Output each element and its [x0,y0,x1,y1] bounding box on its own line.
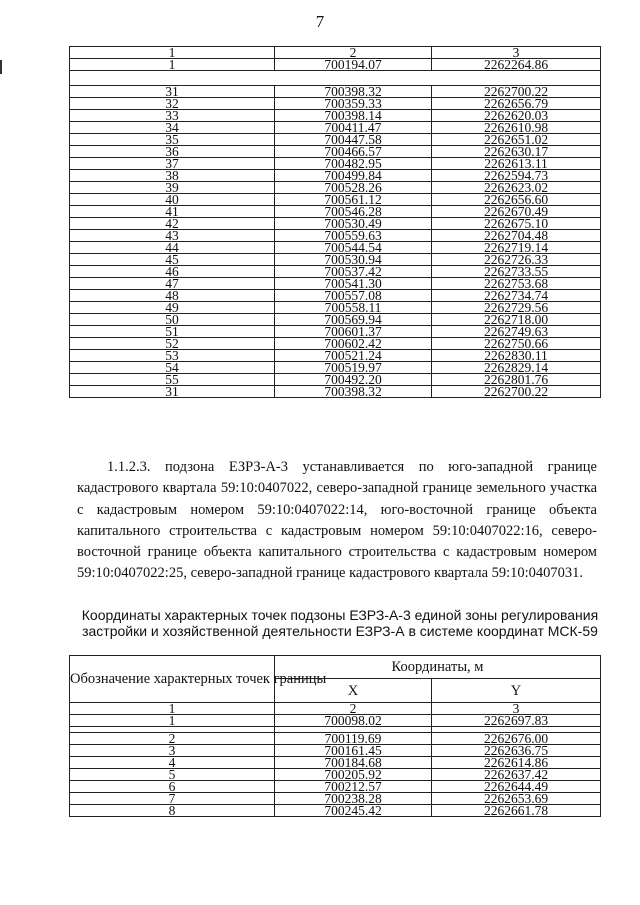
table-cell: 700447.58 [275,134,432,146]
caption-line-2: застройки и хозяйственной деятельности ЕЗРЗ-А в системе координат МСК-59 [82,623,598,639]
table-cell: 700499.84 [275,170,432,182]
table-cell: 37 [70,158,275,170]
table-row [70,715,601,727]
table-cell: 2262801.76 [432,374,601,386]
table-cell: 2262718.00 [432,314,601,326]
x-header: X [275,679,432,703]
table-cell: 2262729.56 [432,302,601,314]
table-cell: 700541.30 [275,278,432,290]
table-cell: 2 [70,733,275,745]
table-cell: 8 [70,805,275,817]
table-cell: 2262636.75 [432,745,601,757]
table-cell: 50 [70,314,275,326]
table-cell: 33 [70,110,275,122]
table-cell: 2262594.73 [432,170,601,182]
table-cell: 700245.42 [275,805,432,817]
table-cell: 2262264.86 [432,59,601,71]
table-cell: 700601.37 [275,326,432,338]
table-cell: 34 [70,122,275,134]
table-cell: 2262704.48 [432,230,601,242]
page-number: 7 [315,12,325,31]
table-cell: 2262753.68 [432,278,601,290]
coordinates-header: Координаты, м [275,656,601,679]
table-cell: 700544.54 [275,242,432,254]
table-cell: 2262675.10 [432,218,601,230]
table-cell: 2262734.74 [432,290,601,302]
table-cell: 700161.45 [275,745,432,757]
table-cell: 45 [70,254,275,266]
table-cell: 700184.68 [275,757,432,769]
table-caption [70,607,610,639]
table-cell: 41 [70,206,275,218]
table-cell: 700466.57 [275,146,432,158]
table-cell: 700519.97 [275,362,432,374]
table-cell: 2262656.79 [432,98,601,110]
table-cell: 48 [70,290,275,302]
table-cell: 2262610.98 [432,122,601,134]
table-cell: 43 [70,230,275,242]
table-cell: 2262676.00 [432,733,601,745]
scan-edge-mark [0,60,2,74]
table-cell: 700492.20 [275,374,432,386]
table-cell: 700530.49 [275,218,432,230]
table-cell: 1 [70,59,275,71]
table-cell: 700561.12 [275,194,432,206]
zone-description: 1.1.2.3. подзона ЕЗРЗ-А-3 устанавливается по юго-западной границе кадастрового квартала 59:10:0407022, северо-западной границе земельного участка с кадастровым номером 59:10:0407022:14, юго-восточной границе объекта капитального строительства с кадастровым номером 59:10:0407022:16, северо-восточной границе объекта капитального строительства с кадастровым номером 59:10:0407022:25, северо-западной границе кадастрового квартала 59:10:0407031. [77,459,597,582]
table-cell: 2262613.11 [432,158,601,170]
table-cell: 700238.28 [275,793,432,805]
table-cell: 39 [70,182,275,194]
table-cell: 2262719.14 [432,242,601,254]
table-cell: 2262661.78 [432,805,601,817]
table-cell: 38 [70,170,275,182]
table-cell: 42 [70,218,275,230]
table-row [70,59,601,71]
table-cell: 2262623.02 [432,182,601,194]
table-cell: 52 [70,338,275,350]
table-cell: 32 [70,98,275,110]
table-cell: 44 [70,242,275,254]
table-cell: 700119.69 [275,733,432,745]
table-cell: 46 [70,266,275,278]
table-cell: 700559.63 [275,230,432,242]
table-cell: 700521.24 [275,350,432,362]
table-cell: 700558.11 [275,302,432,314]
table-cell: 2262700.22 [432,386,601,398]
table-cell: 700359.33 [275,98,432,110]
coordinates-table-continued [69,46,601,398]
table-cell: 51 [70,326,275,338]
table-cell: 700528.26 [275,182,432,194]
caption-line-1: Координаты характерных точек подзоны ЕЗРЗ-А-3 единой зоны регулирования [81,607,599,623]
table-cell: 31 [70,386,275,398]
y-header: Y [432,679,601,703]
table-cell: 7 [70,793,275,805]
table-cell: 2262620.03 [432,110,601,122]
table-cell: 2262644.49 [432,781,601,793]
table-cell: 1 [70,715,275,727]
table-cell: 2262733.55 [432,266,601,278]
table-cell: 40 [70,194,275,206]
table-cell: 2262749.63 [432,326,601,338]
table-cell: 1 [70,703,275,715]
points-designation-header: Обозначение характерных точек границы [70,656,275,703]
table-cell: 700482.95 [275,158,432,170]
table-cell: 700569.94 [275,314,432,326]
table-cell: 700546.28 [275,206,432,218]
table-cell: 700557.08 [275,290,432,302]
table-cell: 700398.32 [275,86,432,98]
coordinates-table-ezrz-a-3 [69,655,601,817]
table-cell: 700411.47 [275,122,432,134]
table-cell: 6 [70,781,275,793]
table-cell: 5 [70,769,275,781]
table-cell: 700398.32 [275,386,432,398]
table-cell: 2262750.66 [432,338,601,350]
table-cell: 4 [70,757,275,769]
table-cell: 1 [70,47,275,59]
table-cell: 3 [432,703,601,715]
table-cell: 2262726.33 [432,254,601,266]
table-cell: 2 [275,47,432,59]
table-cell: 2262637.42 [432,769,601,781]
table-cell: 700530.94 [275,254,432,266]
table-cell: 2262656.60 [432,194,601,206]
table-cell: 3 [432,47,601,59]
table-cell: 2 [275,703,432,715]
table-cell: 2262670.49 [432,206,601,218]
table-cell: 700537.42 [275,266,432,278]
table-cell: 2262830.11 [432,350,601,362]
table-cell: 700212.57 [275,781,432,793]
table-cell: 54 [70,362,275,374]
table-cell: 36 [70,146,275,158]
table-cell: 2262697.83 [432,715,601,727]
table-cell: 700398.14 [275,110,432,122]
table-cell: 35 [70,134,275,146]
table-cell: 700098.02 [275,715,432,727]
table-cell: 2262651.02 [432,134,601,146]
table-cell: 700602.42 [275,338,432,350]
table-cell: 2262829.14 [432,362,601,374]
table-row [70,805,601,817]
table-cell: 700205.92 [275,769,432,781]
table-cell: 2262653.69 [432,793,601,805]
table-cell: 55 [70,374,275,386]
table-cell: 2262700.22 [432,86,601,98]
table-cell: 3 [70,745,275,757]
table-cell: 53 [70,350,275,362]
table-cell: 2262614.86 [432,757,601,769]
table-row [70,386,601,398]
table-cell: 47 [70,278,275,290]
table-cell: 2262630.17 [432,146,601,158]
table-cell: 49 [70,302,275,314]
table-cell: 700194.07 [275,59,432,71]
table-cell: 31 [70,86,275,98]
